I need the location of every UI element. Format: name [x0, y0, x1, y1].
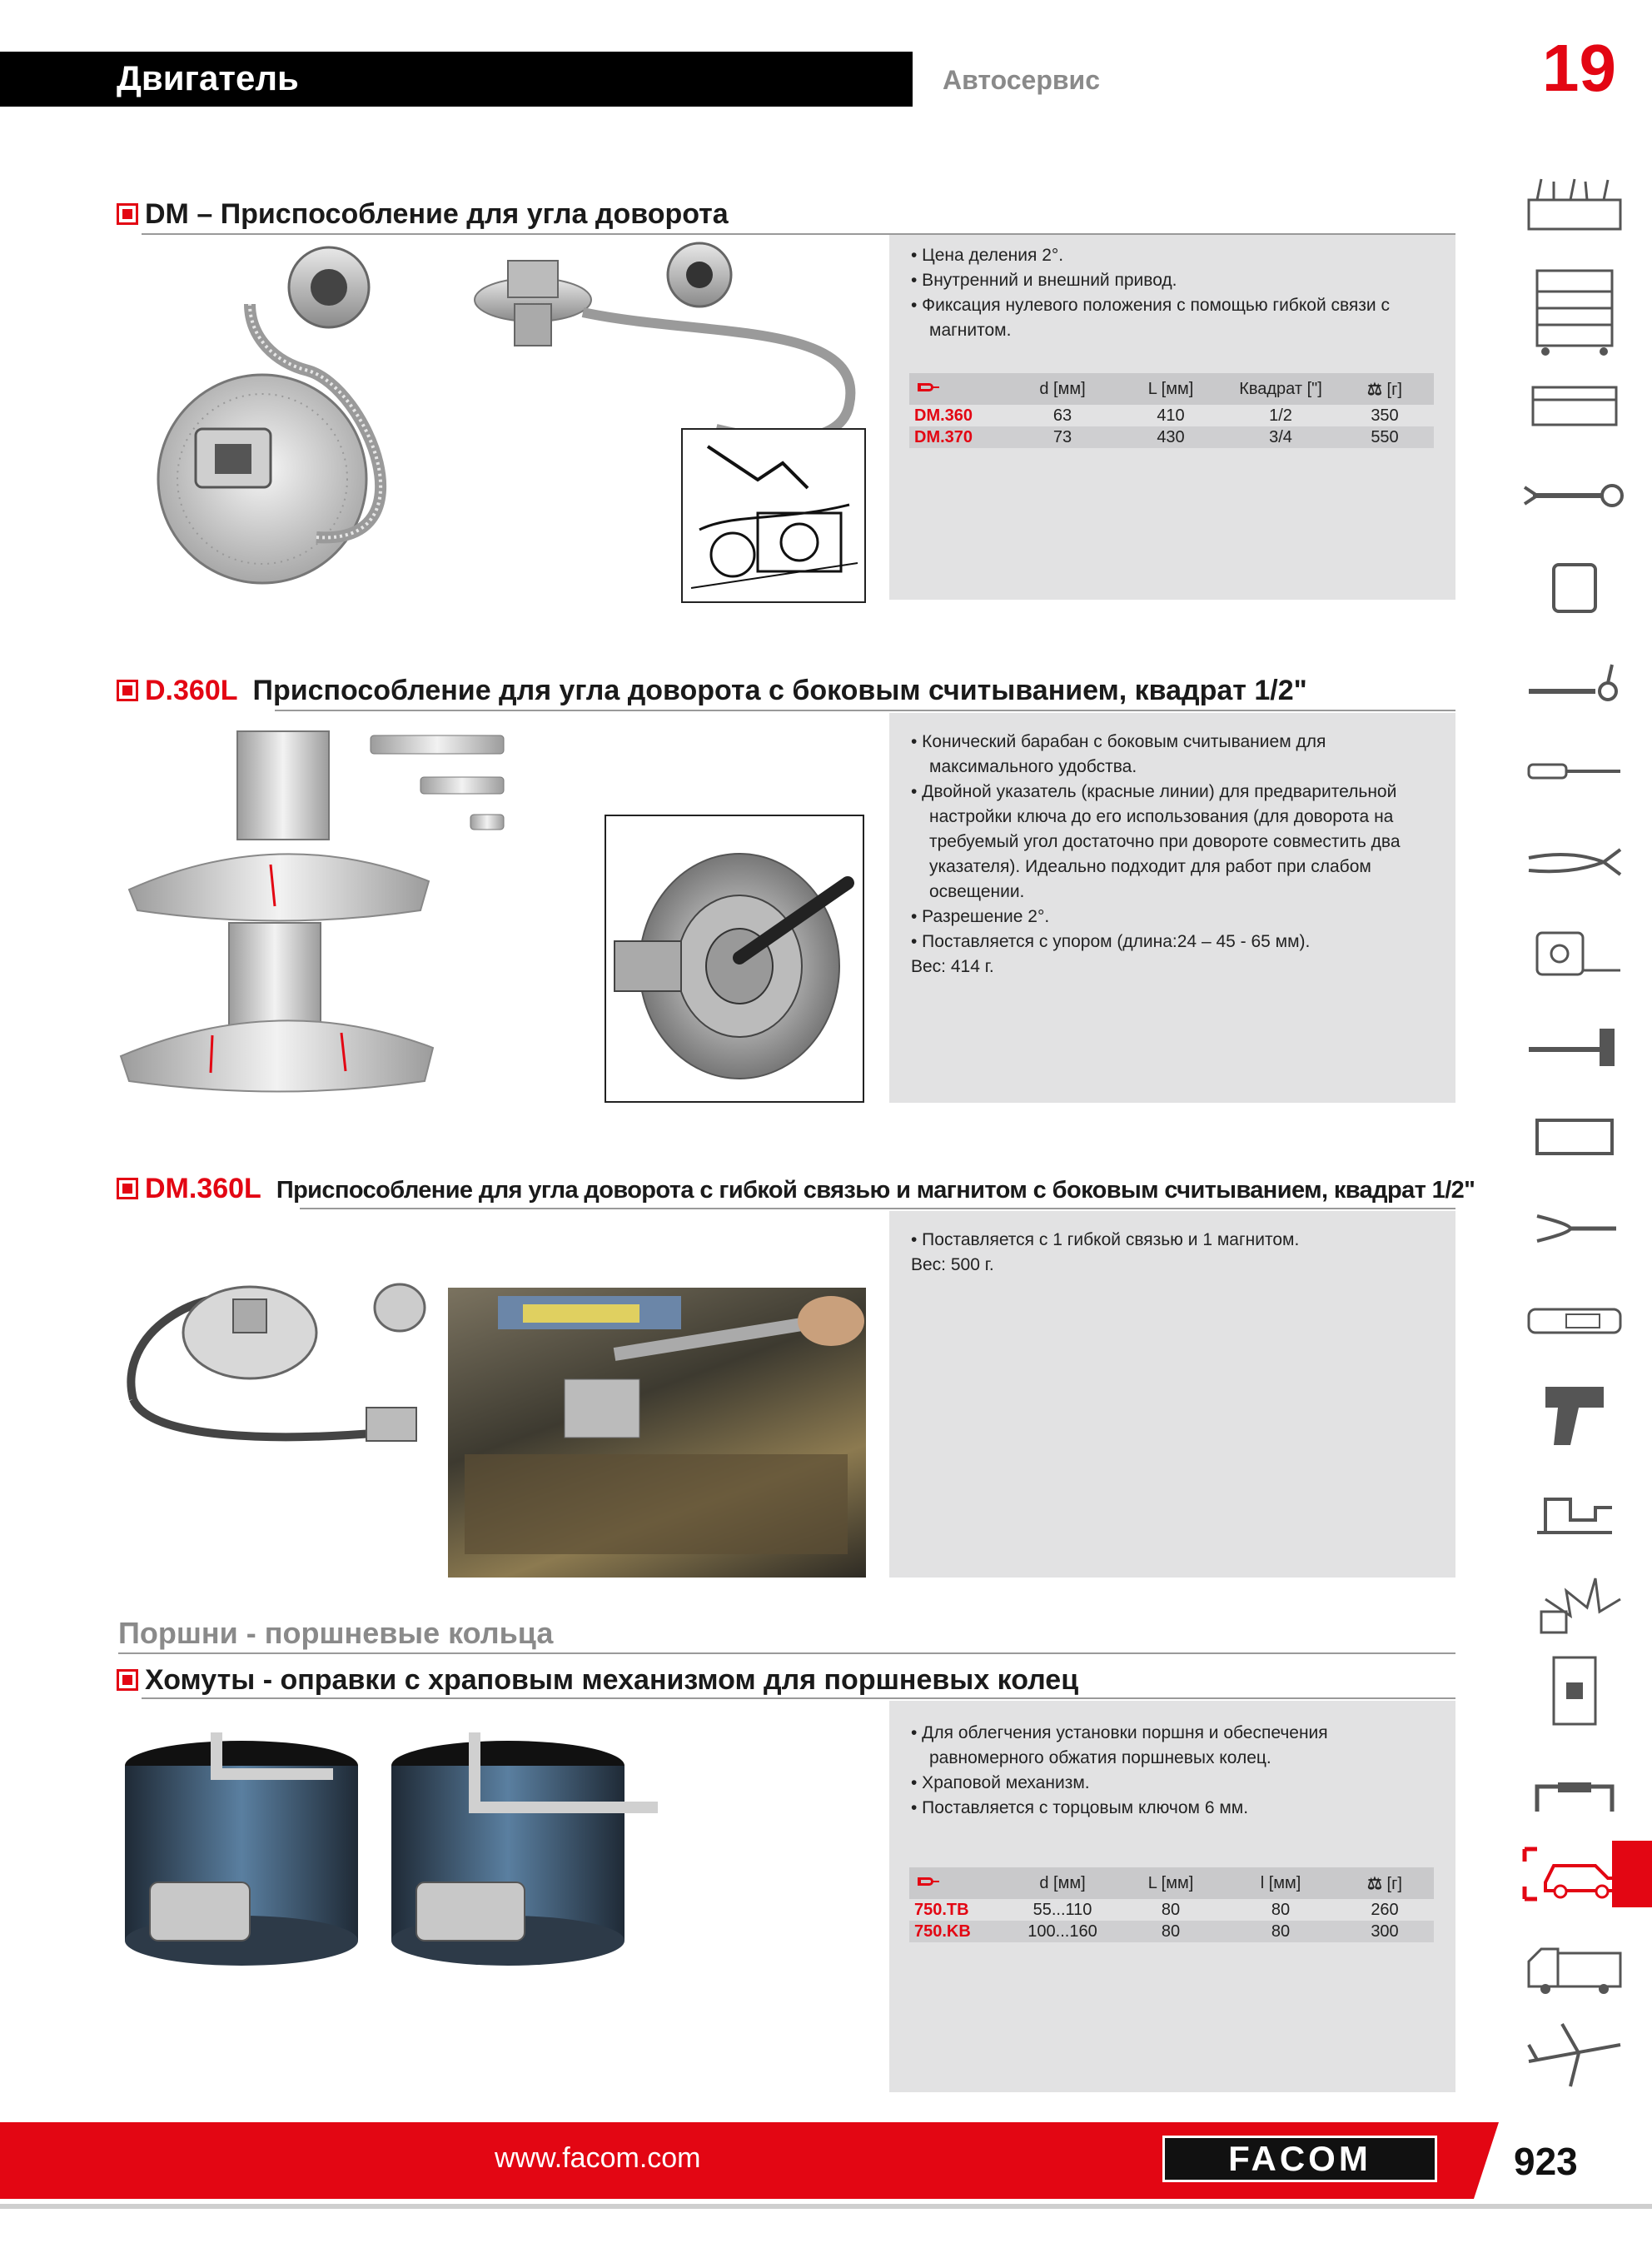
website-link[interactable]: www.facom.com [495, 2142, 701, 2174]
bullet-square-icon [117, 680, 138, 701]
column-header: [г] [1386, 1874, 1402, 1893]
section-heading: Приспособление для угла доворота с боковым считыванием, квадрат 1/2" [252, 675, 1307, 706]
chapter-number: 19 [1542, 31, 1616, 105]
footer-stripe [0, 2204, 1652, 2209]
reference-icon [909, 380, 1009, 399]
table-cell: 3/4 [1269, 427, 1292, 446]
weight-column-header [1336, 1873, 1434, 1894]
weight-column-header [1336, 379, 1434, 400]
feature-item: настройки ключа до его использования (для доворота на [929, 807, 1394, 826]
active-category-marker [1612, 1841, 1652, 1907]
spec-table [909, 373, 1434, 448]
circuit-breaker-icon[interactable] [1520, 1649, 1629, 1732]
feature-list [911, 730, 1444, 979]
feature-list [911, 1721, 1444, 1821]
feature-item: максимального удобства. [929, 757, 1137, 776]
handle-icon[interactable] [1520, 1766, 1629, 1824]
weight-icon: ⚖ [1367, 1874, 1382, 1893]
pliers-icon[interactable] [1520, 833, 1629, 891]
table-cell: 430 [1157, 427, 1185, 446]
feature-item: • Фиксация нулевого положения с помощью гибкой связи с [911, 296, 1390, 315]
category-title: Поршни - поршневые кольца [118, 1616, 554, 1650]
tool-box-icon[interactable] [1520, 375, 1629, 433]
reference-code: DM.370 [914, 427, 973, 446]
bullet-square-icon [117, 1178, 138, 1199]
feature-item: • Поставляется с торцовым ключом 6 мм. [911, 1798, 1249, 1817]
tool-assortment-icon[interactable] [1520, 175, 1629, 233]
table-cell: 80 [1271, 1900, 1291, 1919]
hammer-icon[interactable] [1520, 1016, 1629, 1074]
feature-item: • Двойной указатель (красные линии) для предварительной [911, 782, 1397, 801]
bullet-square-icon [117, 203, 138, 225]
feature-item: • Поставляется с 1 гибкой связью и 1 магнитом. [911, 1230, 1300, 1249]
page-title: Двигатель [117, 58, 299, 97]
safety-icon[interactable] [1520, 1566, 1629, 1641]
feature-item: магнитом. [929, 321, 1012, 340]
table-cell: 260 [1371, 1900, 1399, 1919]
feature-list [911, 1228, 1444, 1278]
vise-icon[interactable] [1520, 1474, 1629, 1541]
ratchet-icon[interactable] [1520, 658, 1629, 716]
page-subtitle: Автосервис [943, 65, 1101, 95]
side-reading-gauge-image [112, 723, 554, 1114]
table-header [909, 1867, 1434, 1899]
table-cell: 80 [1161, 1900, 1181, 1919]
page-number: 923 [1514, 2140, 1578, 2183]
feature-item: • Для облегчения установки поршня и обеспечения [911, 1723, 1328, 1742]
feature-list [911, 243, 1444, 343]
hacksaw-icon[interactable] [1520, 1108, 1629, 1166]
table-cell: 80 [1271, 1922, 1291, 1941]
puller-icon[interactable] [1520, 1199, 1629, 1258]
table-row [909, 426, 1434, 448]
engine-photo [448, 1288, 866, 1578]
engine-photo-image [448, 1288, 866, 1578]
gauge-in-use-image [606, 816, 863, 1101]
section-title-dm [117, 198, 729, 231]
table-cell: 73 [1052, 427, 1072, 446]
feature-item: требуемый угол достаточно при довороте совместить два [929, 832, 1401, 851]
category-divider [118, 1652, 1455, 1654]
socket-icon[interactable] [1520, 558, 1629, 616]
usage-sketch-frame [681, 428, 866, 603]
column-header: d [мм] [1039, 1873, 1086, 1892]
reference-code: 750.KB [914, 1922, 971, 1941]
feature-item: указателя). Идеально подходит для работ при слабом [929, 857, 1371, 876]
section-title-dm360l [117, 1173, 1475, 1205]
tool-cabinet-icon[interactable] [1520, 267, 1629, 358]
column-header: d [мм] [1039, 379, 1086, 398]
section-title-piston-ring [117, 1664, 1078, 1697]
table-cell: 63 [1052, 406, 1072, 425]
section-code: DM.360L [145, 1173, 261, 1204]
feature-item: • Цена деления 2°. [911, 246, 1064, 265]
table-row [909, 405, 1434, 426]
facom-logo: FACOM [1162, 2136, 1437, 2182]
reference-code: 750.TB [914, 1900, 969, 1919]
truck-icon[interactable] [1520, 1941, 1629, 1999]
piston-ring-compressor-image [117, 1732, 666, 2007]
feature-item: освещении. [929, 882, 1025, 901]
engine-sketch-image [683, 430, 864, 601]
table-cell: 410 [1157, 406, 1185, 425]
feature-item: Вес: 500 г. [911, 1255, 994, 1274]
table-cell: 350 [1371, 406, 1399, 425]
table-cell: 300 [1371, 1922, 1399, 1941]
section-code: DM – [145, 198, 213, 230]
tape-measure-icon[interactable] [1520, 925, 1629, 983]
impact-wrench-icon[interactable] [1520, 1374, 1629, 1449]
table-row [909, 1899, 1434, 1921]
table-cell: 100...160 [1028, 1922, 1097, 1941]
screwdriver-icon[interactable] [1520, 741, 1629, 800]
flexible-gauge-image [117, 1266, 450, 1458]
table-cell: 1/2 [1269, 406, 1292, 425]
feature-item: Вес: 414 г. [911, 957, 994, 976]
reference-icon [909, 1874, 1009, 1893]
section-code: D.360L [145, 675, 238, 706]
table-cell: 55...110 [1032, 1900, 1092, 1919]
column-header: [г] [1386, 380, 1402, 399]
column-header: Квадрат ["] [1239, 379, 1322, 398]
feature-item: • Храповой механизм. [911, 1773, 1090, 1792]
section-title-d360l [117, 675, 1307, 707]
section-heading: Хомуты - оправки с храповым механизмом для поршневых колец [145, 1664, 1079, 1696]
table-row [909, 1921, 1434, 1942]
weight-icon: ⚖ [1367, 380, 1382, 399]
multimeter-icon[interactable] [1520, 1291, 1629, 1349]
bullet-square-icon [117, 1669, 138, 1691]
section-heading: Приспособление для угла доворота с гибкой связью и магнитом с боковым считыванием, квадрат 1/2" [276, 1177, 1475, 1204]
table-cell: 550 [1371, 427, 1399, 446]
feature-item: равномерного обжатия поршневых колец. [929, 1748, 1271, 1767]
feature-item: • Конический барабан с боковым считыванием для [911, 732, 1326, 751]
wrench-icon[interactable] [1520, 466, 1629, 525]
gauge-in-use-frame [605, 815, 864, 1103]
column-header: L [мм] [1147, 379, 1194, 398]
reference-code: DM.360 [914, 406, 973, 425]
column-header: l [мм] [1260, 1873, 1301, 1892]
section-divider [300, 1208, 1455, 1209]
airplane-icon[interactable] [1520, 2016, 1629, 2091]
feature-item: • Поставляется с упором (длина:24 – 45 - 65 мм). [911, 932, 1311, 951]
section-divider [142, 1697, 1455, 1699]
column-header: L [мм] [1147, 1873, 1194, 1892]
feature-item: • Внутренний и внешний привод. [911, 271, 1177, 290]
table-cell: 80 [1161, 1922, 1181, 1941]
spec-table [909, 1867, 1434, 1942]
section-divider [275, 710, 1455, 711]
section-heading: Приспособление для угла доворота [220, 198, 729, 230]
table-header [909, 373, 1434, 405]
feature-item: • Разрешение 2°. [911, 907, 1050, 926]
